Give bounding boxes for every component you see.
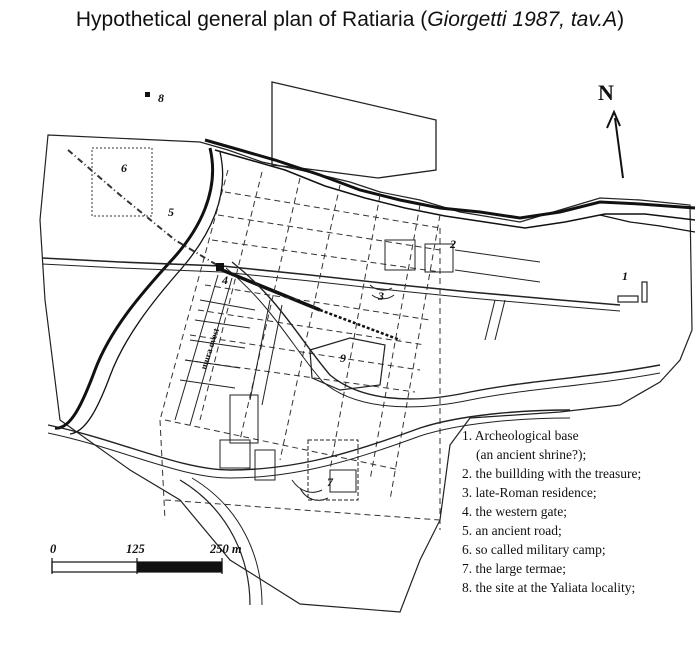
scale-label-250: 250 m — [210, 542, 242, 556]
site-label-3: 3 — [378, 289, 384, 303]
wall-label: mura ovest — [198, 326, 222, 371]
large-termae — [292, 440, 358, 500]
north-boundary — [272, 82, 436, 178]
inner-road — [232, 262, 660, 399]
western-gate — [216, 263, 224, 271]
site-label-6: 6 — [121, 161, 127, 175]
military-camp — [92, 148, 152, 216]
legend-item-1-note: (an ancient shrine?); — [476, 447, 587, 462]
legend-item-3: 3. late-Roman residence; — [462, 485, 597, 500]
scale-label-0: 0 — [50, 542, 57, 556]
building-treasure — [385, 240, 540, 340]
site-label-5: 5 — [168, 205, 174, 219]
site-label-1: 1 — [622, 269, 628, 283]
legend-item-8: 8. the site at the Yaliata locality; — [462, 580, 636, 595]
ancient-road — [68, 150, 222, 268]
site-label-2: 2 — [450, 237, 456, 251]
map-title: Hypothetical general plan of Ratiaria (Giorgetti 1987, tav.A) — [75, 8, 625, 31]
archeological-base — [618, 282, 647, 302]
map-legend — [462, 426, 697, 597]
scale-bar — [50, 542, 242, 574]
west-river — [55, 148, 213, 428]
legend-item-5: 5. an ancient road; — [462, 523, 562, 538]
legend-item-4: 4. the western gate; — [462, 504, 567, 519]
site-label-8: 8 — [158, 91, 164, 105]
legend-item-1: 1. Archeological base — [462, 428, 579, 443]
site-yaliata-marker — [145, 92, 150, 97]
site-label-9: 9 — [340, 351, 346, 365]
north-arrow-icon — [607, 112, 623, 178]
site-label-7: 7 — [327, 475, 333, 489]
site-label-4: 4 — [222, 273, 228, 287]
north-label: N — [598, 80, 614, 105]
legend-item-6: 6. so called military camp; — [462, 542, 606, 557]
legend-item-7: 7. the large termae; — [462, 561, 566, 576]
legend-item-2: 2. the buillding with the treasure; — [462, 466, 642, 481]
west-wall — [175, 275, 282, 425]
map-citation: Giorgetti 1987, tav.A — [427, 8, 618, 31]
city-grid — [160, 170, 440, 530]
scale-label-125: 125 — [126, 542, 145, 556]
river-bank — [205, 140, 695, 218]
